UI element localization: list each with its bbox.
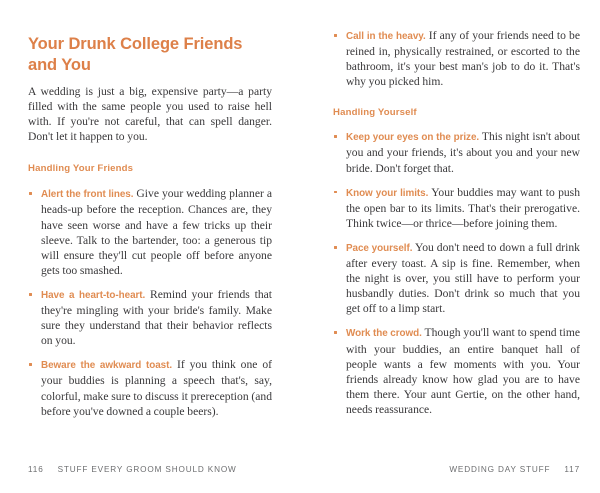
list-item	[28, 186, 272, 278]
bullet-dot-icon	[334, 135, 337, 138]
bullet-list-right-top	[333, 28, 580, 89]
list-item	[333, 325, 580, 417]
bullet-list-left	[28, 186, 272, 418]
list-item	[333, 240, 580, 316]
bullet-text: Give your wedding planner a heads-up before the reception. Chances are, they have seen worse and have a few tricks up their sleeve. Talk to the bartender, too: a generous tip will ensure they'll cut people off before anyone gets too smashed.	[41, 187, 272, 277]
bullet-lead-in: Call in the heavy.	[346, 31, 426, 42]
bullet-lead-in: Pace yourself.	[346, 242, 413, 254]
chapter-title: Your Drunk College Friends and You	[28, 35, 243, 74]
section-heading-handling-your-friends: Handling Your Friends	[28, 163, 134, 175]
page-left-content	[28, 34, 272, 419]
running-head: WEDDING DAY STUFF	[449, 465, 551, 474]
footer-left	[28, 465, 237, 474]
bullet-dot-icon	[334, 246, 337, 249]
bullet-text: Though you'll want to spend time with your buddies, an entire banquet hall of people wants a few moments with you. Your friends already know how glad you are to have them there. Your aunt Gertie, on the other hand, needs reassurance.	[346, 326, 581, 416]
list-item	[333, 129, 580, 175]
footer-right	[449, 465, 580, 474]
list-item	[333, 28, 580, 89]
bullet-text: This night isn't about you and your friends, it's about you and your new bride. Don't forget that.	[346, 130, 580, 175]
bullet-dot-icon	[334, 331, 337, 334]
bullet-lead-in: Keep your eyes on the prize.	[346, 132, 480, 144]
bullet-lead-in: Know your limits.	[346, 187, 429, 199]
bullet-lead-in: Alert the front lines.	[41, 189, 134, 201]
intro-paragraph: A wedding is just a big, expensive party—a party filled with the same people you used to raise hell with. If you're not careful, that can spell danger. Don't let it happen to you.	[28, 85, 272, 144]
bullet-dot-icon	[334, 191, 337, 194]
page-right	[300, 0, 600, 493]
list-item	[333, 185, 580, 231]
page-number: 116	[28, 465, 44, 474]
bullet-text: Remind your friends that they're mingling with your bride's family. Make sure they understand that their behavior reflects on you.	[41, 287, 272, 348]
bullet-lead-in: Beware the awkward toast.	[41, 360, 173, 372]
section-heading-handling-yourself: Handling Yourself	[333, 107, 417, 119]
bullet-dot-icon	[29, 192, 32, 195]
bullet-dot-icon	[29, 363, 32, 366]
bullet-text: If any of your friends need to be reined in, physically restrained, or escorted to the bathroom, it's your best man's job to do it. That's why you picked him.	[346, 29, 580, 89]
page-right-content	[333, 28, 580, 417]
running-head: STUFF EVERY GROOM SHOULD KNOW	[57, 465, 237, 474]
bullet-list-right	[333, 129, 580, 417]
bullet-dot-icon	[29, 293, 32, 296]
bullet-text: If you think one of your buddies is planning a speech that's, say, colorful, make sure to discuss it prereception (and before you've downed a couple beers).	[41, 358, 272, 418]
bullet-lead-in: Have a heart-to-heart.	[41, 289, 146, 301]
page-number: 117	[564, 465, 580, 474]
bullet-text: Your buddies may want to push the open bar to its limits. That's their prerogative. Think twice—or thrice—before joining them.	[346, 185, 580, 230]
bullet-text: You don't need to down a full drink after every toast. A sip is fine. Remember, when the night is over, you still have to perform your husbandly duties. Don't drink so much that you get off to a limp start.	[346, 240, 580, 316]
bullet-dot-icon	[334, 34, 337, 37]
bullet-lead-in: Work the crowd.	[346, 328, 422, 340]
list-item	[28, 287, 272, 348]
list-item	[28, 357, 272, 418]
